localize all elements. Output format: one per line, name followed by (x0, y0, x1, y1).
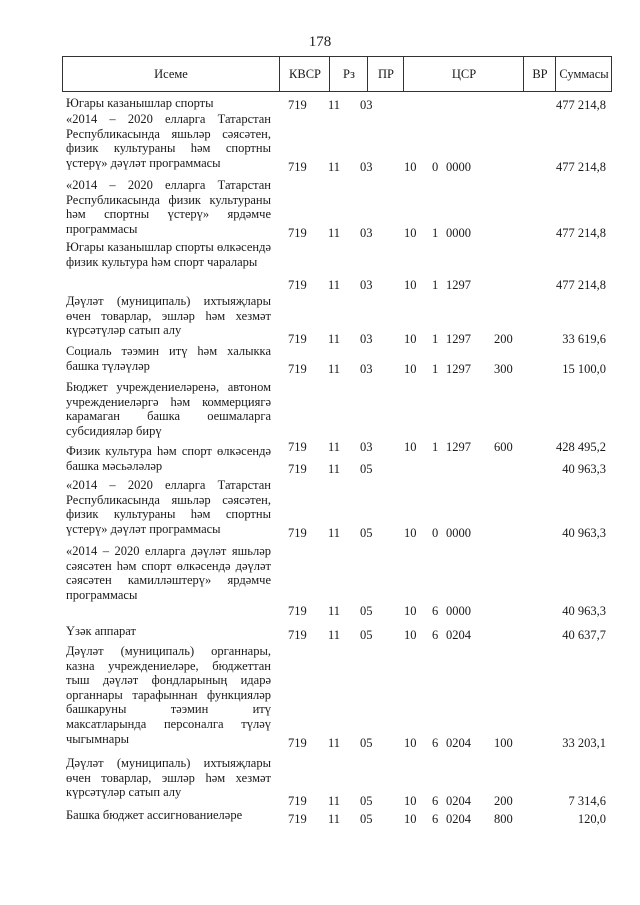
row-csr2: 1 (432, 278, 439, 292)
row-csr3: 0000 (446, 226, 471, 240)
row-csr3: 1297 (446, 332, 471, 346)
row-name: «2014 – 2020 елларга Татарстан Республикасында яшьләр сәясәтен, физик культураны һәм спортны үстерү» дәүләт программасы (66, 478, 271, 536)
row-csr1: 10 (404, 812, 417, 826)
row-pr: 05 (360, 628, 373, 642)
row-pr: 03 (360, 160, 373, 174)
row-csr3: 0204 (446, 736, 471, 750)
row-pr: 05 (360, 604, 373, 618)
row-pr: 03 (360, 440, 373, 454)
table-row (66, 380, 606, 452)
table-row (66, 344, 606, 374)
row-csr2: 0 (432, 526, 439, 540)
row-pr: 05 (360, 812, 373, 826)
row-csr1: 10 (404, 160, 417, 174)
row-csr2: 6 (432, 812, 439, 826)
row-vr: 200 (494, 332, 513, 346)
row-kvsr: 719 (288, 604, 307, 618)
row-sum: 477 214,8 (556, 160, 606, 174)
row-sum: 15 100,0 (562, 362, 606, 376)
row-csr2: 1 (432, 440, 439, 454)
row-csr3: 1297 (446, 440, 471, 454)
header-pr: ПР (367, 57, 404, 91)
row-kvsr: 719 (288, 794, 307, 808)
row-sum: 40 963,3 (562, 526, 606, 540)
page-number: 178 (308, 34, 332, 50)
row-kvsr: 719 (288, 332, 307, 346)
table-row (66, 544, 606, 616)
row-rz: 11 (328, 160, 341, 174)
row-pr: 05 (360, 462, 373, 476)
row-name: Дәүләт (муниципаль) ихтыяҗлары өчен товарлар, эшләр һәм хезмәт күрсәтүләр сатып алу (66, 756, 271, 800)
row-rz: 11 (328, 604, 341, 618)
header-csr: ЦСР (403, 57, 524, 91)
row-kvsr: 719 (288, 160, 307, 174)
table-row (66, 756, 606, 806)
row-csr1: 10 (404, 362, 417, 376)
row-sum: 40 963,3 (562, 604, 606, 618)
row-sum: 40 637,7 (562, 628, 606, 642)
row-sum: 7 314,6 (568, 794, 606, 808)
row-pr: 03 (360, 362, 373, 376)
row-csr1: 10 (404, 278, 417, 292)
row-rz: 11 (328, 812, 341, 826)
row-name: Физик культура һәм спорт өлкәсендә башка мәсьәләләр (66, 444, 271, 473)
table-row (66, 112, 606, 172)
row-kvsr: 719 (288, 628, 307, 642)
row-name: Үзәк аппарат (66, 624, 136, 638)
row-rz: 11 (328, 736, 341, 750)
row-vr: 100 (494, 736, 513, 750)
row-rz: 11 (328, 278, 341, 292)
row-csr1: 10 (404, 604, 417, 618)
row-kvsr: 719 (288, 526, 307, 540)
row-pr: 03 (360, 98, 373, 112)
row-sum: 33 619,6 (562, 332, 606, 346)
row-rz: 11 (328, 794, 341, 808)
row-csr2: 1 (432, 362, 439, 376)
row-name: Югары казанышлар спорты (66, 96, 214, 110)
row-csr2: 1 (432, 226, 439, 240)
row-pr: 03 (360, 332, 373, 346)
row-rz: 11 (328, 362, 341, 376)
row-kvsr: 719 (288, 812, 307, 826)
row-kvsr: 719 (288, 462, 307, 476)
row-csr3: 0204 (446, 628, 471, 642)
table-row (66, 96, 606, 110)
row-rz: 11 (328, 332, 341, 346)
row-csr1: 10 (404, 736, 417, 750)
row-kvsr: 719 (288, 362, 307, 376)
row-csr2: 1 (432, 332, 439, 346)
row-pr: 05 (360, 736, 373, 750)
row-csr2: 0 (432, 160, 439, 174)
row-csr3: 0000 (446, 526, 471, 540)
row-csr2: 6 (432, 794, 439, 808)
row-csr1: 10 (404, 226, 417, 240)
row-vr: 600 (494, 440, 513, 454)
row-vr: 300 (494, 362, 513, 376)
row-name: «2014 – 2020 елларга Татарстан Республикасында физик культураны һәм спортны үстерү» ярдәмче программасы (66, 178, 271, 236)
header-vr: ВР (523, 57, 556, 91)
row-name: Югары казанышлар спорты өлкәсендә физик культура һәм спорт чаралары (66, 240, 271, 269)
row-csr1: 10 (404, 794, 417, 808)
row-csr1: 10 (404, 332, 417, 346)
table-row (66, 624, 606, 640)
row-csr3: 0000 (446, 604, 471, 618)
row-name: Дәүләт (муниципаль) ихтыяҗлары өчен товарлар, эшләр һәм хезмәт күрсәтүләр сатып алу (66, 294, 271, 338)
row-kvsr: 719 (288, 736, 307, 750)
row-rz: 11 (328, 98, 341, 112)
row-csr3: 0204 (446, 812, 471, 826)
row-csr3: 0204 (446, 794, 471, 808)
table-row (66, 808, 606, 824)
row-sum: 428 495,2 (556, 440, 606, 454)
row-name: Бюджет учреждениеләренә, автоном учреждениеләргә һәм коммерциягә карамаган башка оешмаларга субсидияләр бирү (66, 380, 271, 438)
row-kvsr: 719 (288, 226, 307, 240)
row-kvsr: 719 (288, 278, 307, 292)
row-rz: 11 (328, 526, 341, 540)
row-csr3: 1297 (446, 278, 471, 292)
table-header (62, 56, 612, 92)
row-name: Социаль тәэмин итү һәм халыкка башка түләүләр (66, 344, 271, 373)
row-sum: 477 214,8 (556, 226, 606, 240)
header-sum: Суммасы (555, 57, 612, 91)
row-name: «2014 – 2020 елларга Татарстан Республикасында яшьләр сәясәтен, физик культураны һәм спортны үстерү» дәүләт программасы (66, 112, 271, 170)
row-kvsr: 719 (288, 440, 307, 454)
header-kvsr: КВСР (279, 57, 330, 91)
header-name: Исеме (154, 67, 188, 81)
row-csr2: 6 (432, 736, 439, 750)
row-sum: 477 214,8 (556, 278, 606, 292)
row-sum: 33 203,1 (562, 736, 606, 750)
row-csr3: 0000 (446, 160, 471, 174)
row-csr2: 6 (432, 604, 439, 618)
table-row (66, 294, 606, 344)
row-rz: 11 (328, 462, 341, 476)
header-rz: Рз (329, 57, 368, 91)
table-row (66, 240, 606, 290)
row-pr: 03 (360, 278, 373, 292)
row-vr: 200 (494, 794, 513, 808)
table-row (66, 644, 606, 748)
row-pr: 05 (360, 794, 373, 808)
row-pr: 03 (360, 226, 373, 240)
table-row (66, 178, 606, 238)
row-pr: 05 (360, 526, 373, 540)
row-vr: 800 (494, 812, 513, 826)
row-sum: 120,0 (577, 812, 606, 826)
row-sum: 477 214,8 (556, 98, 606, 112)
row-csr2: 6 (432, 628, 439, 642)
row-csr1: 10 (404, 628, 417, 642)
row-rz: 11 (328, 226, 341, 240)
row-name: Башка бюджет ассигнованиеләре (66, 808, 243, 822)
row-csr3: 1297 (446, 362, 471, 376)
row-name: «2014 – 2020 елларга дәүләт яшьләр сәясәтен һәм спорт өлкәсендә дәүләт сәясәтен камилләштерү» ярдәмче программасы (66, 544, 271, 602)
row-name: Дәүләт (муниципаль) органнары, казна учреждениеләре, бюджеттан тыш дәүләт фондларының идарә органнары тарафыннан функцияләр башкаруны тәэмин итү максатларында персоналга түләү чыгымнары (66, 644, 271, 746)
row-rz: 11 (328, 440, 341, 454)
row-csr1: 10 (404, 440, 417, 454)
table-row (66, 478, 606, 538)
row-csr1: 10 (404, 526, 417, 540)
row-rz: 11 (328, 628, 341, 642)
table-row (66, 444, 606, 474)
row-sum: 40 963,3 (562, 462, 606, 476)
row-kvsr: 719 (288, 98, 307, 112)
